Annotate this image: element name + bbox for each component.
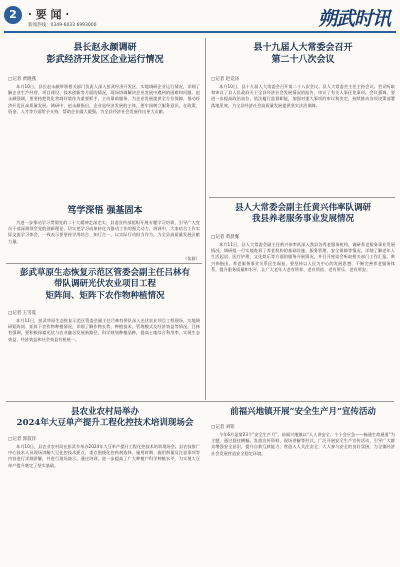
article-headline: 县长赵永颜调研 彭武经济开发区企业运行情况 — [46, 43, 164, 66]
article-headline: 县十九届人大常委会召开 第二十八次会议 — [253, 43, 353, 66]
column-divider — [205, 38, 206, 400]
article-byline: □记者 黄晨雾 — [211, 235, 240, 240]
article-headline: 县人大常委会副主任黄兴伟率队调研 我县养老服务事业发展情况 — [234, 203, 371, 225]
masthead-rule — [4, 31, 396, 33]
section-divider — [6, 263, 202, 264]
newspaper-brand: 朔武时讯 — [317, 8, 390, 30]
article-byline: □记者 郭叔洋 — [8, 437, 37, 442]
section-name: · 要 闻 · — [28, 8, 70, 21]
article-headline: 前福兴地镇开展“安全生产月”宣传活动 — [230, 407, 376, 417]
section-divider — [6, 401, 394, 402]
article-byline: □记者 赵竞泽 — [211, 77, 240, 82]
article-byline: □记者 刘铭 — [211, 425, 235, 430]
article-body: 本月11日，彭武草原生态恢复示范区管委会副主任吕林有带队深入光伏农业项目工程现场，实地调研矩阵间、矩阵下农作物种植情况，详细了解作物长势、种植技术、管理模式及经济效益等情况。吕林有强调，要积极探索光伏与农业融合发展新路径，科学规划种植品种，提高土地综合利用率，实现生态效益、经济效益和社会效益有机统一。 — [8, 318, 200, 342]
article-body: 本月11日，县人大常委会副主任黄兴伟率队深入我县各养老服务机构，调研养老服务事业发展情况。调研组一行实地查看了养老机构的基础设施、服务管理、安全保障等情况，详细了解老年人生活起居、医疗护理、文化娱乐等方面的服务开展情况，并召开座谈会听取相关部门工作汇报。黄兴伟指出，养老服务事业关系民生福祉，要坚持以人民为中心的发展思想，不断完善养老服务体系，提升服务质量和水平，让广大老年人老有所养、老有所依、老有所乐、老有所安。 — [211, 242, 395, 272]
editor-line: 新闻热线：0349-6033 6993000 — [28, 23, 97, 28]
article-body: 本月10日，县十九届人大常委会召开第二十八次会议。县人大常委会主任主持会议。会议听取和审议了县人民政府关于全县经济社会发展情况的报告，审议了有关人事任免事项。会议强调，要进一步提高政治站位，依法履行监督职能，加强对重大事项的审议和决定，持续推动各项决策部署落地见效，为全县经济社会高质量发展提供坚实法治保障。 — [211, 84, 395, 108]
masthead — [0, 0, 400, 34]
article-byline: □记者 贾晓燕 — [8, 77, 37, 82]
article-headline: 彭武草原生态恢复示范区管委会副主任吕林有 带队调研光伏农业项目工程 矩阵间、矩阵下农作物种植情况 — [19, 268, 190, 301]
article-source: （张源） — [183, 256, 200, 261]
article-headline: 笃学深悟 强基固本 — [67, 206, 143, 216]
article-headline: 县农业农村局举办 2024年大豆单产提升工程化控技术培训现场会 — [16, 407, 194, 429]
section-divider — [209, 197, 395, 198]
article-body: 本月10日，县长赵永颜带领相关部门负责人深入彭武经济开发区，实地调研企业运行情况，详细了解企业生产经营、项目建设、技术创新等方面的情况，现场协调解决企业发展中遇到的困难和问题。赵永颜强调，要坚持把优化营商环境作为重要抓手，主动靠前服务，为企业发展提供全方位保障，推动经济开发区高质量发展。调研中，赵永颜指出，企业是经济发展的主体，要牢固树立服务意识，在政策、资金、人才等方面给予支持，帮助企业做大做强，为全县经济社会发展作出更大贡献。 — [8, 84, 200, 114]
article-body: 今年6月是第23个“安全生产月”，前福兴地镇以“人人讲安全、个个会应急——畅通生命通道”为主题，通过悬挂横幅、发放宣传资料、现场讲解等形式，广泛开展安全生产宣传活动，引导广大群众增强安全意识，提升自救互救能力，营造人人关注安全、人人参与安全的良好氛围，为全镇经济社会发展营造安全稳定环境。 — [211, 432, 395, 456]
article-byline: □记者 王雪夏 — [8, 311, 37, 316]
article-body: 本月10日，县农业农村局在彭武乡举办2024年大豆单产提升工程化控技术培训现场会。县农技推广中心技术人员现场讲解大豆化控技术要点，重点围绕化控药剂选择、施用时期、施用剂量及注意事项等内容进行详细讲解，并进行现场演示。通过培训，进一步提高了广大种植户科学种植水平，为实现大豆单产提升奠定了坚实基础。 — [8, 444, 200, 468]
page-number: 2 — [4, 6, 22, 24]
article-body: 为进一步推动学习贯彻党的二十大精神走深走实，县委宣传部组织开展专题学习培训，引导广大党员干部深刻领会党的创新理论，切实把学习成果转化为推动工作的强大动力。培训中，大家结合工作实际交流学习体会，一致表示要坚持学用结合、知行合一，以实际行动担当作为，为全县高质量发展贡献力量。 — [8, 220, 200, 244]
